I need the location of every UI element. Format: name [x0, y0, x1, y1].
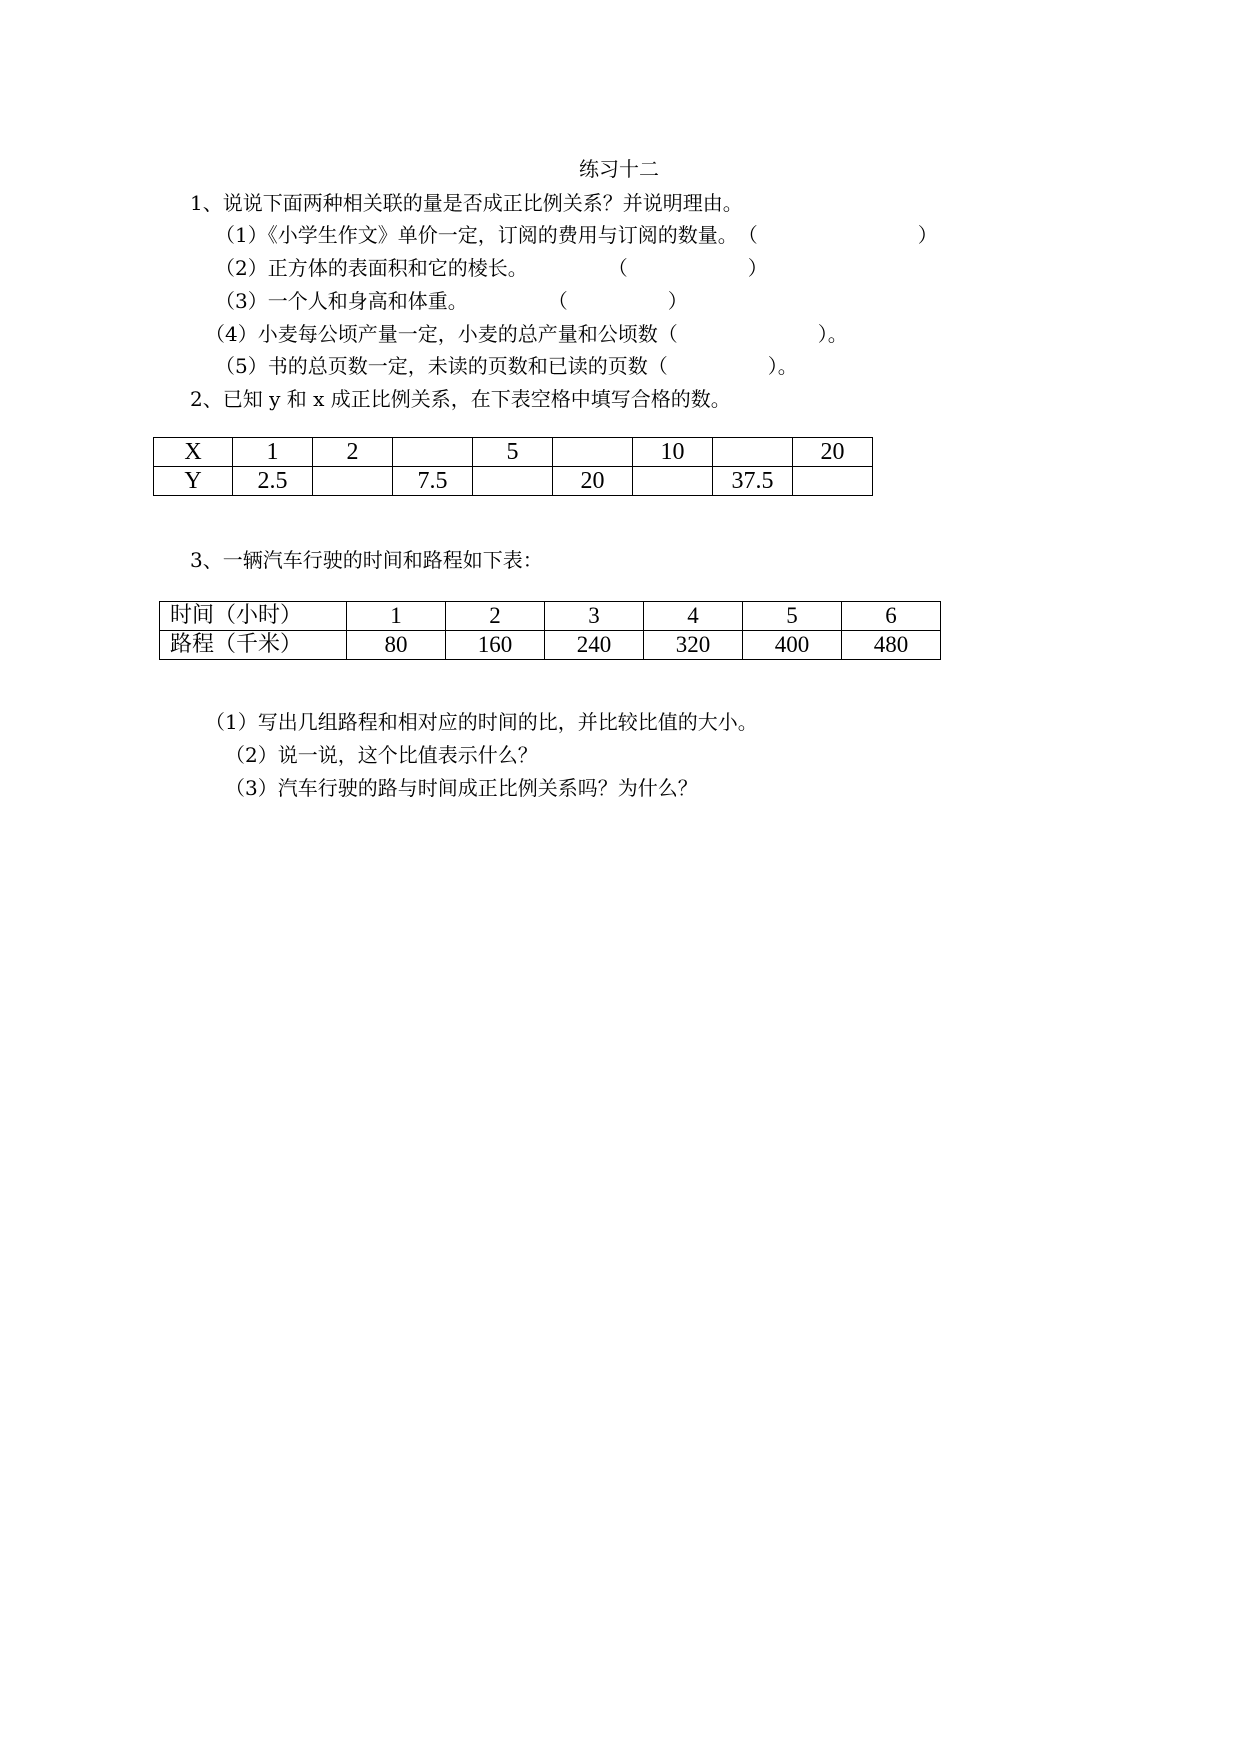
- x-value-cell: [713, 438, 793, 467]
- y-value-cell: [633, 467, 713, 496]
- time-value-cell: 4: [644, 602, 743, 631]
- question-3-sub-2: （2）说一说，这个比值表示什么？: [225, 743, 538, 767]
- x-value-cell: 10: [633, 438, 713, 467]
- question-1-item-4: （4）小麦每公顷产量一定，小麦的总产量和公顷数（ ）。: [205, 322, 848, 346]
- question-3-sub-1: （1）写出几组路程和相对应的时间的比，并比较比值的大小。: [205, 710, 758, 734]
- x-label-cell: X: [154, 438, 233, 467]
- question-1-item-1: （1）《小学生作文》单价一定，订阅的费用与订阅的数量。 （ ）: [215, 223, 938, 247]
- question-1-item-5: （5）书的总页数一定，未读的页数和已读的页数（ ）。: [215, 354, 798, 378]
- question-1-item-3: （3）一个人和身高和体重。 （ ）: [215, 289, 688, 313]
- time-value-cell: 3: [545, 602, 644, 631]
- question-3-prompt: 3、一辆汽车行驶的时间和路程如下表：: [190, 548, 543, 572]
- x-value-cell: [393, 438, 473, 467]
- distance-value-cell: 80: [347, 631, 446, 660]
- x-value-cell: 1: [233, 438, 313, 467]
- distance-value-cell: 480: [842, 631, 941, 660]
- question-1-prompt: 1、说说下面两种相关联的量是否成正比例关系？并说明理由。: [190, 191, 743, 215]
- table-row: [160, 631, 941, 660]
- page-title: 练习十二: [579, 157, 659, 181]
- x-value-cell: [553, 438, 633, 467]
- distance-value-cell: 160: [446, 631, 545, 660]
- distance-value-cell: 320: [644, 631, 743, 660]
- distance-value-cell: 240: [545, 631, 644, 660]
- trip-table: [159, 601, 941, 660]
- table-row: [154, 467, 873, 496]
- question-2-prompt: 2、已知 y 和 x 成正比例关系，在下表空格中填写合格的数。: [190, 387, 731, 411]
- question-3-sub-3: （3）汽车行驶的路与时间成正比例关系吗？为什么？: [225, 776, 698, 800]
- y-value-cell: [793, 467, 873, 496]
- time-value-cell: 6: [842, 602, 941, 631]
- y-value-cell: 2.5: [233, 467, 313, 496]
- time-value-cell: 5: [743, 602, 842, 631]
- y-value-cell: [473, 467, 553, 496]
- time-value-cell: 2: [446, 602, 545, 631]
- time-label-cell: 时间（小时）: [160, 602, 347, 631]
- y-value-cell: [313, 467, 393, 496]
- y-label-cell: Y: [154, 467, 233, 496]
- table-row: [154, 438, 873, 467]
- y-value-cell: 20: [553, 467, 633, 496]
- xy-table: [153, 437, 873, 496]
- table-row: [160, 602, 941, 631]
- distance-value-cell: 400: [743, 631, 842, 660]
- distance-label-cell: 路程（千米）: [160, 631, 347, 660]
- x-value-cell: 20: [793, 438, 873, 467]
- y-value-cell: 7.5: [393, 467, 473, 496]
- question-1-item-2: （2）正方体的表面积和它的棱长。 （ ）: [215, 256, 768, 280]
- time-value-cell: 1: [347, 602, 446, 631]
- x-value-cell: 2: [313, 438, 393, 467]
- y-value-cell: 37.5: [713, 467, 793, 496]
- x-value-cell: 5: [473, 438, 553, 467]
